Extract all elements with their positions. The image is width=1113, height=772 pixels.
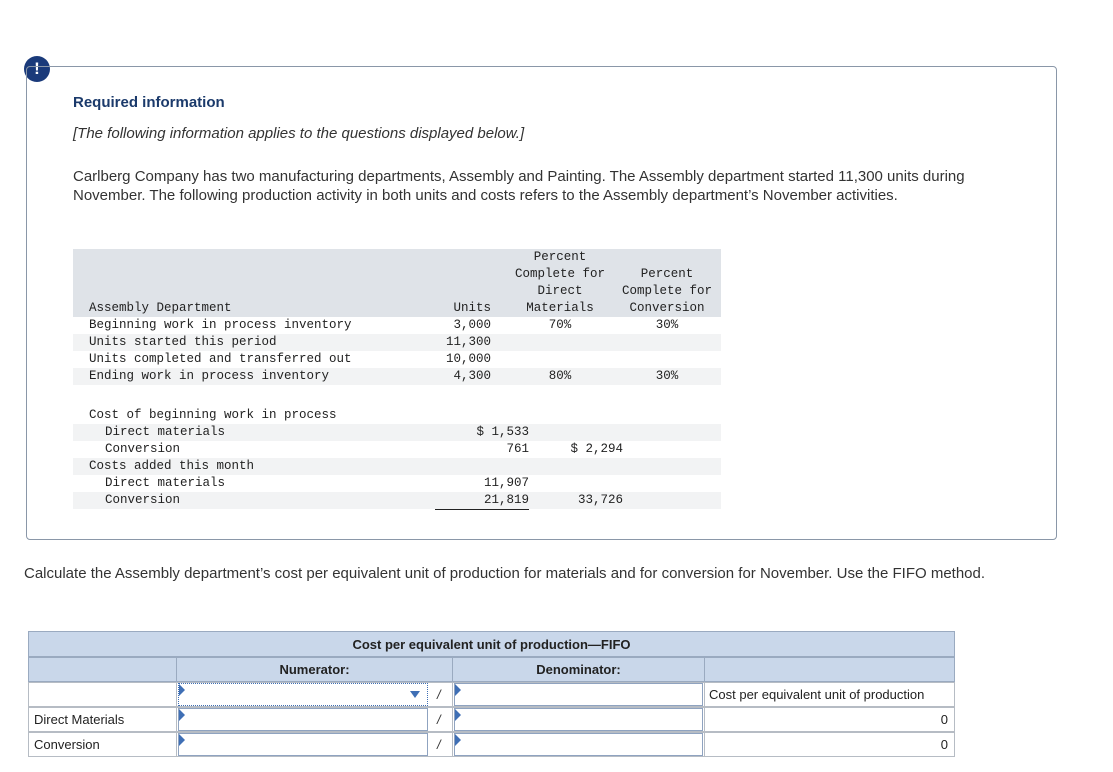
row-label: Units completed and transferred out xyxy=(89,352,352,366)
denominator-header: Denominator: xyxy=(452,657,705,682)
cost-beginning-label: Cost of beginning work in process xyxy=(89,408,337,422)
cost-label: Conversion xyxy=(105,442,181,456)
denominator-dropdown[interactable] xyxy=(454,683,703,706)
numerator-header: Numerator: xyxy=(176,657,453,682)
header-cv-line1: Percent xyxy=(640,267,694,281)
dm-numerator-input[interactable] xyxy=(178,708,428,731)
row-label-blank xyxy=(28,682,177,707)
cost-label: Conversion xyxy=(105,493,181,507)
header-dm-line1: Percent xyxy=(533,250,587,264)
dm-denominator-input[interactable] xyxy=(454,708,703,731)
numerator-dropdown[interactable] xyxy=(178,683,428,706)
answer-table-title: Cost per equivalent unit of production—FIFO xyxy=(28,631,955,657)
row-dm-percent: 80% xyxy=(548,369,572,383)
table-row xyxy=(73,317,721,334)
header-cv-line2: Complete for xyxy=(621,284,712,298)
cv-denominator-input[interactable] xyxy=(454,733,703,756)
cost-value: 21,819 xyxy=(435,492,529,510)
chevron-down-icon[interactable] xyxy=(410,691,420,698)
header-assembly-department: Assembly Department xyxy=(89,301,232,315)
header-cv-line3: Conversion xyxy=(629,301,705,315)
table-row xyxy=(73,368,721,385)
table-row xyxy=(73,458,721,475)
cv-cost-per-eu: 0 xyxy=(704,732,955,757)
table-row xyxy=(73,441,721,458)
alert-icon: ! xyxy=(24,56,50,82)
cost-total: 33,726 xyxy=(577,493,623,507)
row-dm-percent: 70% xyxy=(548,318,572,332)
cost-value: 761 xyxy=(435,441,529,459)
result-header: Cost per equivalent unit of production xyxy=(704,682,955,707)
cost-value: 11,907 xyxy=(483,476,529,490)
answer-header-blank xyxy=(28,657,177,682)
problem-intro: Carlberg Company has two manufacturing departments, Assembly and Painting. The Assembly department started 11,300 units during November. The following production activity in both units and costs refers to the Assembly department’s November activities. xyxy=(73,168,965,204)
row-cv-percent: 30% xyxy=(655,369,679,383)
row-units: 3,000 xyxy=(453,318,491,332)
table-row xyxy=(73,351,721,368)
header-dm-line2: Complete for xyxy=(514,267,605,281)
row-label: Units started this period xyxy=(89,335,277,349)
divide-symbol: / xyxy=(437,687,441,702)
cost-label: Direct materials xyxy=(105,476,226,490)
dm-cost-per-eu: 0 xyxy=(704,707,955,732)
question-text: Calculate the Assembly department’s cost per equivalent unit of production for materials and for conversion for November. Use the FIFO method. xyxy=(24,565,986,582)
header-dm-line4: Materials xyxy=(526,301,594,315)
header-units: Units xyxy=(453,301,491,315)
table-row xyxy=(73,334,721,351)
table-row xyxy=(73,492,721,509)
table-row xyxy=(73,475,721,492)
divide-symbol: / xyxy=(437,712,441,727)
row-label-conversion: Conversion xyxy=(28,732,177,757)
cost-section xyxy=(73,407,721,424)
cost-label: Direct materials xyxy=(105,425,226,439)
divide-symbol: / xyxy=(437,737,441,752)
row-units: 4,300 xyxy=(453,369,491,383)
cv-numerator-input[interactable] xyxy=(178,733,428,756)
row-label: Beginning work in process inventory xyxy=(89,318,352,332)
required-info-subtitle: [The following information applies to the questions displayed below.] xyxy=(73,125,525,142)
cost-value: $ 1,533 xyxy=(476,425,529,439)
header-dm-line3: Direct xyxy=(537,284,583,298)
row-units: 11,300 xyxy=(445,335,491,349)
result-header-blank xyxy=(704,657,955,682)
row-units: 10,000 xyxy=(445,352,491,366)
row-cv-percent: 30% xyxy=(655,318,679,332)
table-row xyxy=(73,424,721,441)
row-label: Ending work in process inventory xyxy=(89,369,330,383)
row-label-direct-materials: Direct Materials xyxy=(28,707,177,732)
required-info-title: Required information xyxy=(73,94,225,111)
cost-added-label: Costs added this month xyxy=(89,459,255,473)
cost-total: $ 2,294 xyxy=(570,442,623,456)
